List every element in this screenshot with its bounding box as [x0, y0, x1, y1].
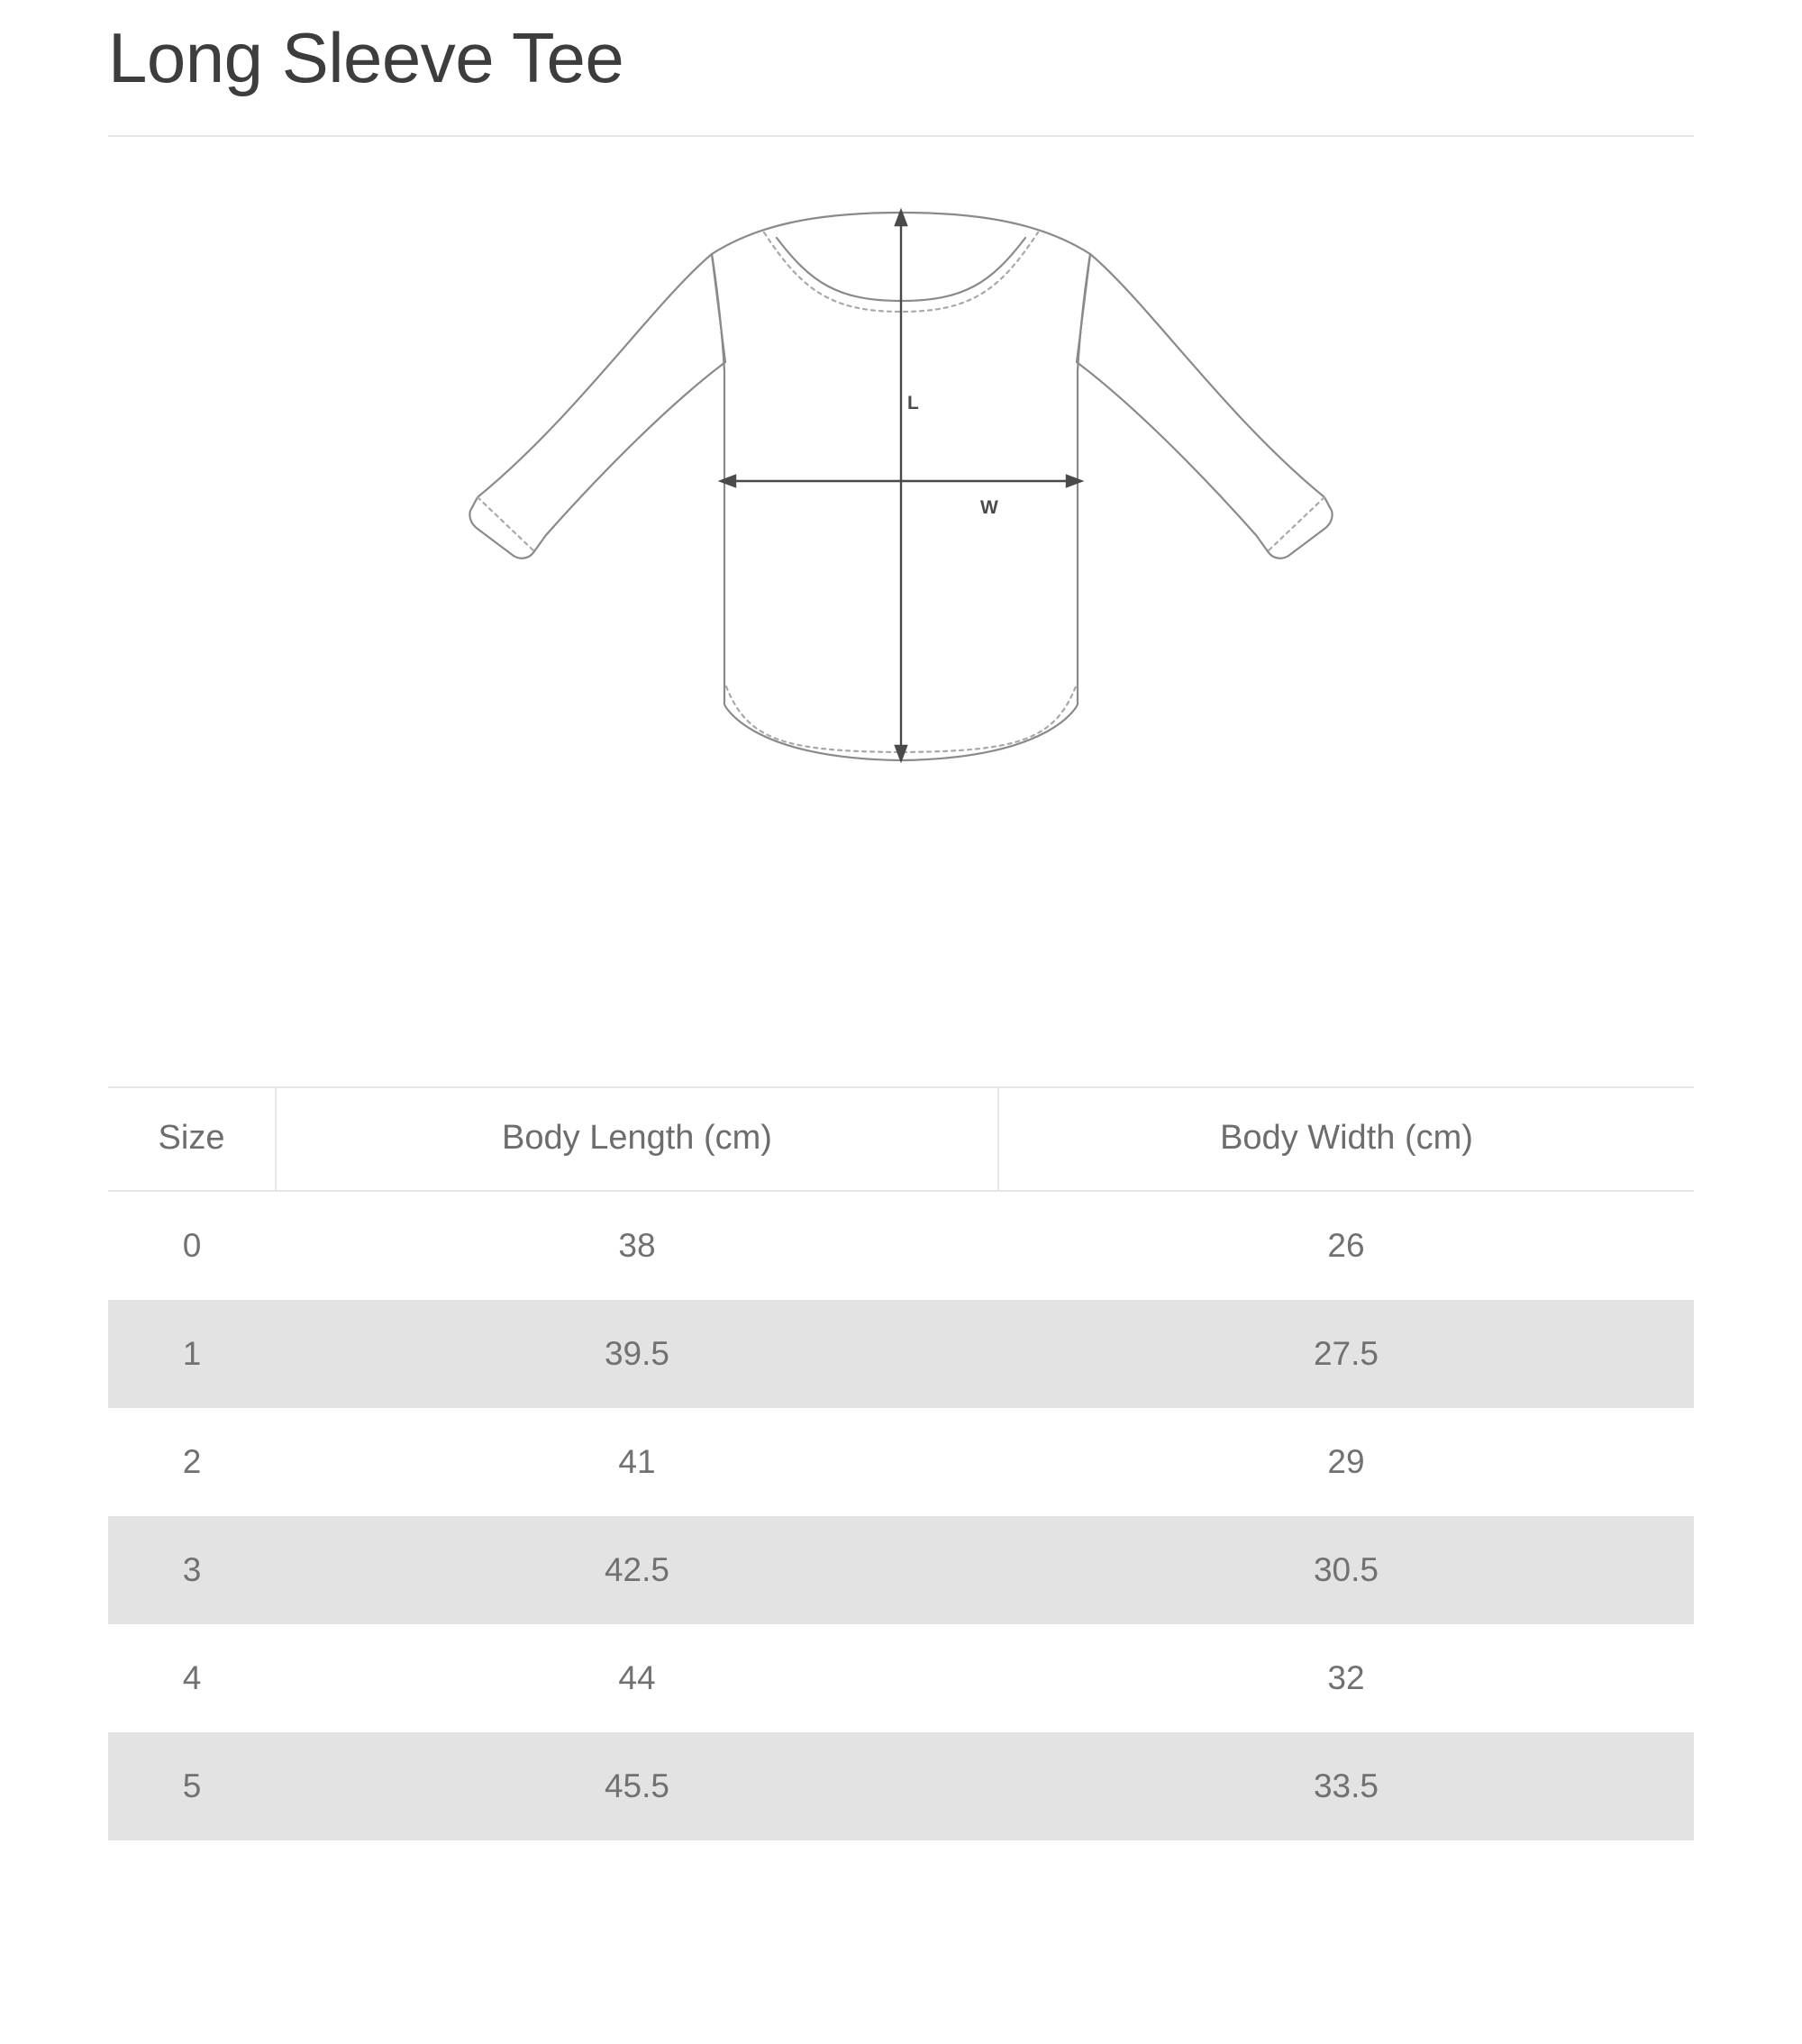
cell-body-length: 38 — [618, 1226, 656, 1264]
size-chart-page — [0, 20, 1802, 1840]
table-header-row — [108, 1087, 1694, 1191]
cell-body-width: 26 — [1327, 1226, 1365, 1264]
cell-body-length: 42.5 — [276, 1516, 998, 1624]
table-body — [108, 1191, 1694, 1840]
cell-size: 2 — [182, 1442, 202, 1480]
garment-diagram — [108, 137, 1694, 1056]
table-row — [108, 1300, 1694, 1408]
table-row — [108, 1624, 1694, 1732]
column-header-body-width: Body Width (cm) — [998, 1087, 1694, 1191]
table-row — [108, 1516, 1694, 1624]
cell-size: 3 — [108, 1516, 276, 1624]
table-row — [108, 1408, 1694, 1516]
cell-body-width: 27.5 — [998, 1300, 1694, 1408]
width-label: W — [980, 496, 998, 518]
cell-body-width: 33.5 — [998, 1732, 1694, 1840]
column-header-body-length: Body Length (cm) — [276, 1087, 998, 1191]
cell-body-length: 41 — [618, 1442, 656, 1480]
length-label: L — [907, 392, 919, 413]
size-chart-table — [108, 1086, 1694, 1840]
page-title: Long Sleeve Tee — [108, 20, 1694, 137]
cell-size: 1 — [108, 1300, 276, 1408]
cell-size: 0 — [182, 1226, 202, 1264]
column-header-size: Size — [108, 1087, 276, 1191]
table-row — [108, 1732, 1694, 1840]
cell-body-length: 45.5 — [276, 1732, 998, 1840]
cell-body-width: 30.5 — [998, 1516, 1694, 1624]
cell-body-width: 29 — [1327, 1442, 1365, 1480]
cell-body-width: 32 — [1327, 1658, 1365, 1696]
cell-size: 5 — [108, 1732, 276, 1840]
table-header — [108, 1087, 1694, 1191]
table-row — [108, 1191, 1694, 1300]
long-sleeve-tee-icon — [460, 200, 1342, 975]
cell-body-length: 39.5 — [276, 1300, 998, 1408]
cell-body-length: 44 — [618, 1658, 656, 1696]
cell-size: 4 — [182, 1658, 202, 1696]
